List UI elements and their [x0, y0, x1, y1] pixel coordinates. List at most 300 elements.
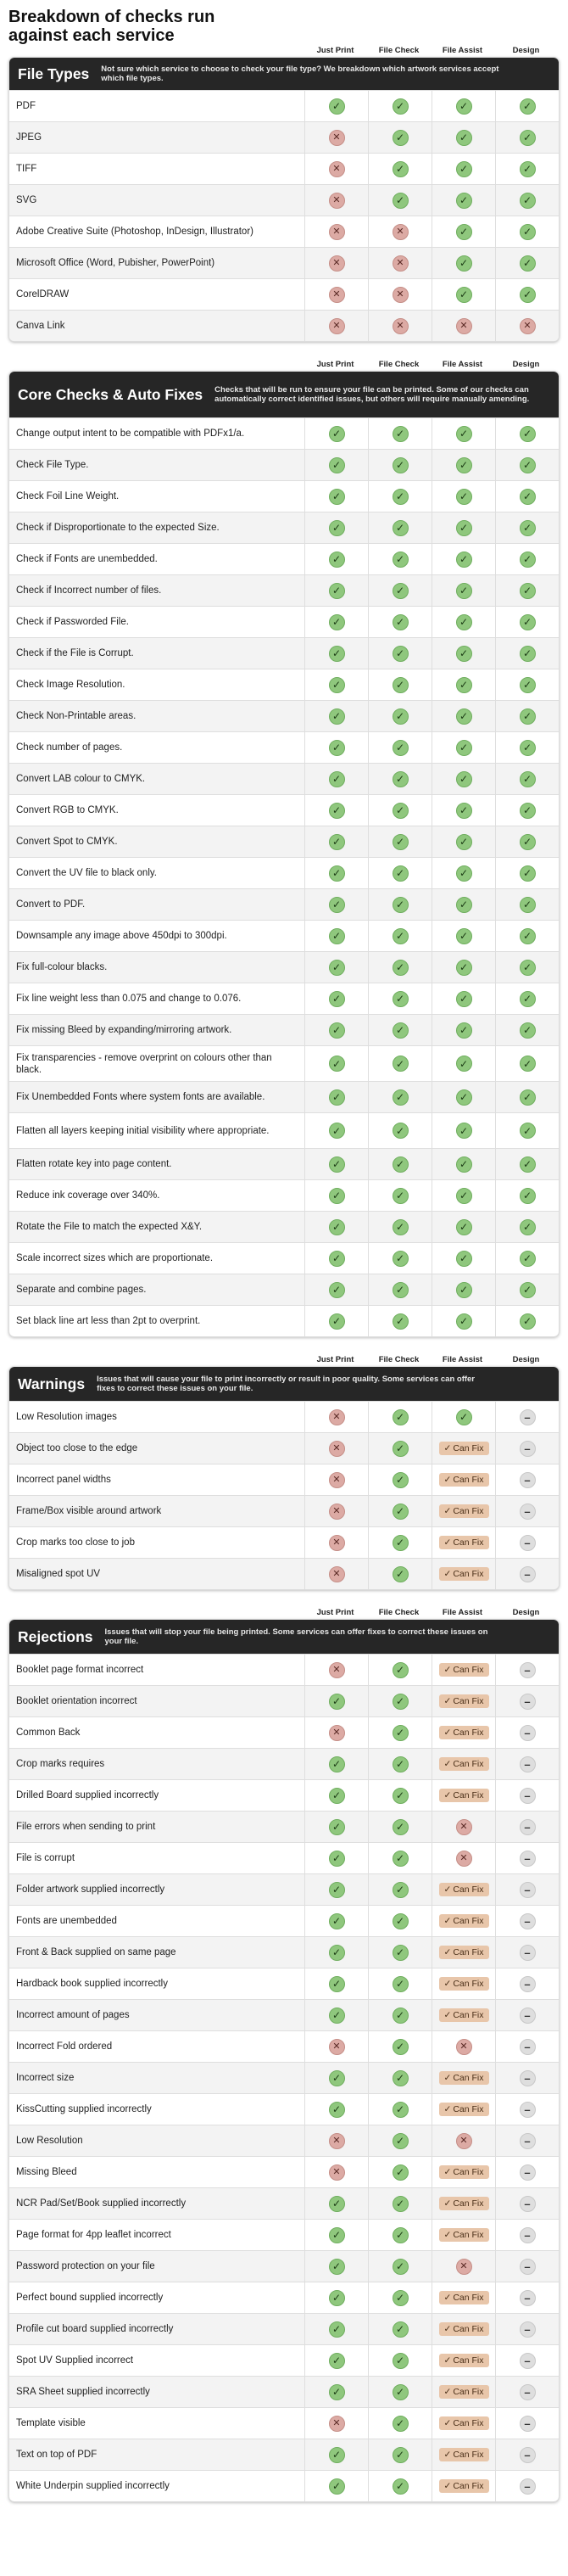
check-icon: ✓ — [456, 803, 472, 819]
cell-design — [495, 2094, 559, 2125]
row-label: Missing Bleed — [16, 2167, 77, 2177]
can-fix-badge — [439, 2354, 489, 2367]
check-icon: ✓ — [329, 708, 345, 725]
table-row — [9, 1148, 559, 1179]
cell-just-print — [304, 1113, 368, 1148]
cell-file-check — [368, 2471, 432, 2501]
cell-file-check — [368, 2377, 432, 2407]
column-header-design: Design — [512, 1608, 540, 1617]
check-icon: ✓ — [456, 1089, 472, 1106]
table-row — [9, 90, 559, 121]
row-label: Check if the File is Corrupt. — [16, 648, 134, 658]
cell-design — [495, 1015, 559, 1045]
can-fix-label: Can Fix — [453, 1665, 484, 1675]
cell-design — [495, 1686, 559, 1716]
cell-just-print — [304, 669, 368, 700]
cross-icon: ✕ — [329, 1535, 345, 1551]
row-label: File errors when sending to print — [16, 1822, 156, 1832]
column-header-file-check: File Check — [378, 1608, 420, 1617]
cell-file-check — [368, 185, 432, 216]
row-label: Misaligned spot UV — [16, 1569, 101, 1579]
check-icon: ✓ — [520, 1056, 536, 1072]
cell-file-check — [368, 1149, 432, 1179]
check-icon: ✓ — [520, 771, 536, 787]
table-row — [9, 1112, 559, 1148]
cross-icon: ✕ — [456, 2259, 472, 2275]
cell-file-check — [368, 1180, 432, 1211]
cell-just-print — [304, 1968, 368, 1999]
cell-just-print — [304, 2063, 368, 2093]
check-icon: ✓ — [456, 614, 472, 630]
cell-just-print — [304, 512, 368, 543]
row-label: White Underpin supplied incorrectly — [16, 2481, 170, 2491]
cell-file-check — [368, 732, 432, 763]
cell-design — [495, 2063, 559, 2093]
cell-file-check — [368, 154, 432, 184]
can-fix-badge — [439, 1504, 489, 1518]
cell-file-assist — [432, 2094, 495, 2125]
cell-design — [495, 701, 559, 731]
cell-design — [495, 2251, 559, 2282]
cell-file-check — [368, 921, 432, 951]
row-label: Frame/Box visible around artwork — [16, 1506, 162, 1516]
cell-design — [495, 2125, 559, 2156]
check-icon: ✓ — [520, 1313, 536, 1330]
check-icon: ✓ — [520, 255, 536, 272]
cell-just-print — [304, 1874, 368, 1905]
cell-file-check — [368, 122, 432, 153]
can-fix-label: Can Fix — [453, 2230, 484, 2240]
cell-file-check — [368, 952, 432, 983]
cell-file-check — [368, 1274, 432, 1305]
check-icon: ✓ — [393, 677, 409, 693]
cell-design — [495, 1082, 559, 1112]
check-icon: ✓ — [329, 1756, 345, 1772]
row-label: Fix Unembedded Fonts where system fonts are available. — [16, 1092, 265, 1102]
page-title: Breakdown of checks run against each service — [8, 8, 215, 45]
can-fix-label: Can Fix — [453, 1947, 484, 1957]
cell-just-print — [304, 154, 368, 184]
can-fix-label: Can Fix — [453, 2104, 484, 2114]
table-row — [9, 763, 559, 794]
cross-icon: ✕ — [329, 2039, 345, 2055]
dash-icon: – — [520, 1819, 536, 1835]
check-icon: ✓ — [456, 646, 472, 662]
check-icon: ✓ — [456, 583, 472, 599]
dash-icon: – — [520, 2259, 536, 2275]
dash-icon: – — [520, 1441, 536, 1457]
cell-just-print — [304, 2251, 368, 2282]
table-row — [9, 216, 559, 247]
cell-design — [495, 2000, 559, 2030]
check-icon: ✓ — [443, 1916, 452, 1926]
dash-icon: – — [520, 2227, 536, 2243]
dash-icon: – — [520, 2039, 536, 2055]
cross-icon: ✕ — [329, 1441, 345, 1457]
row-label: Drilled Board supplied incorrectly — [16, 1790, 159, 1800]
cross-icon: ✕ — [329, 2133, 345, 2149]
cell-file-assist — [432, 1402, 495, 1432]
can-fix-badge — [439, 2448, 489, 2461]
check-icon: ✓ — [329, 771, 345, 787]
section-gap — [8, 342, 560, 354]
cell-file-assist — [432, 450, 495, 480]
table-row — [9, 1873, 559, 1905]
cell-file-check — [368, 2314, 432, 2344]
check-icon: ✓ — [393, 2102, 409, 2118]
check-icon: ✓ — [393, 1313, 409, 1330]
cell-design — [495, 279, 559, 310]
row-label: TIFF — [16, 164, 37, 174]
table-row — [9, 606, 559, 637]
table-row — [9, 920, 559, 951]
table-row — [9, 2439, 559, 2470]
table-row — [9, 1716, 559, 1748]
cell-file-check — [368, 1686, 432, 1716]
cell-just-print — [304, 1937, 368, 1968]
check-icon: ✓ — [393, 1694, 409, 1710]
can-fix-label: Can Fix — [453, 2450, 484, 2460]
row-label: CorelDRAW — [16, 289, 70, 300]
row-label: Reduce ink coverage over 340%. — [16, 1190, 160, 1201]
cell-just-print — [304, 1527, 368, 1558]
row-label: Incorrect Fold ordered — [16, 2041, 113, 2052]
cell-just-print — [304, 764, 368, 794]
row-label: Incorrect amount of pages — [16, 2010, 130, 2020]
check-icon: ✓ — [393, 1188, 409, 1204]
check-icon: ✓ — [456, 1251, 472, 1267]
table-row — [9, 2125, 559, 2156]
check-icon: ✓ — [329, 1882, 345, 1898]
cell-just-print — [304, 2471, 368, 2501]
column-header-file-assist: File Assist — [442, 360, 483, 369]
column-header-just-print: Just Print — [316, 360, 354, 369]
table-row — [9, 1495, 559, 1526]
cell-file-assist — [432, 1717, 495, 1748]
check-icon: ✓ — [456, 960, 472, 976]
check-icon: ✓ — [393, 960, 409, 976]
can-fix-label: Can Fix — [453, 2418, 484, 2428]
table-row — [9, 700, 559, 731]
cross-icon: ✕ — [456, 2039, 472, 2055]
can-fix-badge — [439, 1914, 489, 1928]
table-row — [9, 1211, 559, 1242]
table-row — [9, 2030, 559, 2062]
cell-design — [495, 1149, 559, 1179]
table-row — [9, 2407, 559, 2439]
cell-just-print — [304, 889, 368, 920]
check-icon: ✓ — [329, 614, 345, 630]
row-label: Convert LAB colour to CMYK. — [16, 774, 146, 784]
section-description: Not sure which service to choose to check your file type? We breakdown which artwork services accept which file types. — [101, 64, 499, 83]
cell-file-check — [368, 1780, 432, 1811]
can-fix-badge — [439, 2385, 489, 2399]
cell-file-check — [368, 1306, 432, 1336]
cell-file-check — [368, 638, 432, 669]
check-icon: ✓ — [329, 1188, 345, 1204]
table-row — [9, 184, 559, 216]
cross-icon: ✕ — [329, 1566, 345, 1582]
cell-file-assist — [432, 2408, 495, 2439]
dash-icon: – — [520, 2478, 536, 2495]
check-icon: ✓ — [520, 834, 536, 850]
cell-design — [495, 1113, 559, 1148]
table-row — [9, 543, 559, 574]
cell-file-assist — [432, 1212, 495, 1242]
check-icon: ✓ — [393, 1913, 409, 1929]
cell-design — [495, 764, 559, 794]
table-row — [9, 2093, 559, 2125]
cell-file-check — [368, 1527, 432, 1558]
cross-icon: ✕ — [329, 161, 345, 177]
cell-file-assist — [432, 1906, 495, 1936]
cell-just-print — [304, 1655, 368, 1685]
cell-just-print — [304, 122, 368, 153]
cell-just-print — [304, 952, 368, 983]
cell-file-assist — [432, 1843, 495, 1873]
cross-icon: ✕ — [520, 318, 536, 334]
cross-icon: ✕ — [456, 2133, 472, 2149]
row-label: Booklet page format incorrect — [16, 1665, 144, 1675]
section-title: Rejections — [18, 1627, 93, 1645]
check-icon: ✓ — [393, 1788, 409, 1804]
cell-design — [495, 1749, 559, 1779]
can-fix-badge — [439, 1946, 489, 1959]
check-icon: ✓ — [329, 1251, 345, 1267]
can-fix-label: Can Fix — [453, 2010, 484, 2020]
check-icon: ✓ — [456, 161, 472, 177]
table-row — [9, 1968, 559, 1999]
column-header-just-print: Just Print — [316, 1355, 354, 1364]
cell-file-check — [368, 1749, 432, 1779]
cell-file-assist — [432, 2377, 495, 2407]
cell-file-assist — [432, 983, 495, 1014]
check-icon: ✓ — [329, 1056, 345, 1072]
row-label: KissCutting supplied incorrectly — [16, 2104, 152, 2114]
cell-file-check — [368, 669, 432, 700]
section-rows — [9, 417, 559, 1336]
cell-file-check — [368, 91, 432, 121]
cell-just-print — [304, 2000, 368, 2030]
check-icon: ✓ — [329, 426, 345, 442]
cross-icon: ✕ — [456, 318, 472, 334]
check-icon: ✓ — [393, 2478, 409, 2495]
check-icon: ✓ — [520, 803, 536, 819]
check-icon: ✓ — [393, 2164, 409, 2181]
can-fix-label: Can Fix — [453, 2167, 484, 2177]
section-title: File Types — [18, 64, 90, 82]
cell-design — [495, 311, 559, 341]
cell-design — [495, 795, 559, 826]
row-label: Spot UV Supplied incorrect — [16, 2355, 134, 2366]
cell-just-print — [304, 638, 368, 669]
check-icon: ✓ — [443, 1569, 452, 1579]
check-icon: ✓ — [443, 2198, 452, 2209]
cross-icon: ✕ — [329, 224, 345, 240]
cross-icon: ✕ — [329, 1409, 345, 1425]
row-label: Check if Disproportionate to the expected Size. — [16, 523, 220, 533]
cell-just-print — [304, 1559, 368, 1589]
cell-just-print — [304, 91, 368, 121]
check-icon: ✓ — [393, 646, 409, 662]
check-icon: ✓ — [393, 489, 409, 505]
table-row — [9, 1274, 559, 1305]
check-icon: ✓ — [393, 834, 409, 850]
check-icon: ✓ — [520, 224, 536, 240]
cell-just-print — [304, 1496, 368, 1526]
check-icon: ✓ — [520, 740, 536, 756]
dash-icon: – — [520, 2384, 536, 2400]
row-label: Fix missing Bleed by expanding/mirroring artwork. — [16, 1025, 232, 1035]
cell-file-assist — [432, 2031, 495, 2062]
section-description: Issues that will stop your file being printed. Some services can offer fixes to correct these issues on your file. — [104, 1627, 488, 1646]
table-row — [9, 1014, 559, 1045]
check-icon: ✓ — [393, 130, 409, 146]
table-row — [9, 121, 559, 153]
table-row — [9, 1685, 559, 1716]
cross-icon: ✕ — [456, 1819, 472, 1835]
section-gap — [8, 1590, 560, 1602]
row-label: Booklet orientation incorrect — [16, 1696, 137, 1706]
section-rows — [9, 90, 559, 341]
cell-file-check — [368, 1906, 432, 1936]
cross-icon: ✕ — [329, 2164, 345, 2181]
dash-icon: – — [520, 1566, 536, 1582]
check-icon: ✓ — [520, 1282, 536, 1298]
row-label: JPEG — [16, 132, 42, 143]
cell-file-assist — [432, 1113, 495, 1148]
check-icon: ✓ — [520, 614, 536, 630]
cell-file-assist — [432, 1686, 495, 1716]
cell-file-check — [368, 2125, 432, 2156]
dash-icon: – — [520, 1725, 536, 1741]
check-icon: ✓ — [393, 1819, 409, 1835]
cell-file-assist — [432, 669, 495, 700]
check-icon: ✓ — [393, 1282, 409, 1298]
check-icon: ✓ — [456, 834, 472, 850]
row-label: Check number of pages. — [16, 742, 123, 753]
cell-file-assist — [432, 2157, 495, 2187]
check-icon: ✓ — [393, 2039, 409, 2055]
dash-icon: – — [520, 2447, 536, 2463]
cell-design — [495, 544, 559, 574]
cell-file-check — [368, 248, 432, 278]
cell-just-print — [304, 701, 368, 731]
can-fix-badge — [439, 1977, 489, 1991]
cell-design — [495, 1717, 559, 1748]
cell-file-check — [368, 858, 432, 888]
row-label: Separate and combine pages. — [16, 1285, 147, 1295]
cell-file-assist — [432, 858, 495, 888]
cell-design — [495, 1843, 559, 1873]
dash-icon: – — [520, 2008, 536, 2024]
can-fix-badge — [439, 2479, 489, 2493]
cell-just-print — [304, 1180, 368, 1211]
table-row — [9, 449, 559, 480]
cell-design — [495, 1780, 559, 1811]
table-row — [9, 2344, 559, 2376]
check-icon: ✓ — [329, 2259, 345, 2275]
cell-file-check — [368, 1402, 432, 1432]
cell-file-check — [368, 1015, 432, 1045]
check-icon: ✓ — [443, 1475, 452, 1485]
check-icon: ✓ — [393, 1976, 409, 1992]
check-icon: ✓ — [329, 2447, 345, 2463]
row-label: Flatten rotate key into page content. — [16, 1159, 172, 1169]
section-description: Checks that will be run to ensure your file can be printed. Some of our checks can automatically correct identified issues, but others will require manually amending. — [214, 384, 530, 404]
can-fix-badge — [439, 1442, 489, 1455]
table-row — [9, 2062, 559, 2093]
check-icon: ✓ — [443, 2073, 452, 2083]
column-header-design: Design — [512, 1355, 540, 1364]
row-label: Profile cut board supplied incorrectly — [16, 2324, 174, 2334]
can-fix-badge — [439, 2103, 489, 2116]
row-label: Low Resolution images — [16, 1412, 117, 1422]
cell-just-print — [304, 450, 368, 480]
can-fix-label: Can Fix — [453, 1728, 484, 1738]
cell-design — [495, 154, 559, 184]
check-icon: ✓ — [520, 489, 536, 505]
cell-file-assist — [432, 1015, 495, 1045]
can-fix-badge — [439, 1726, 489, 1739]
row-label: Convert to PDF. — [16, 899, 86, 910]
row-label: Fonts are unembedded — [16, 1916, 117, 1926]
check-icon: ✓ — [443, 2450, 452, 2460]
check-icon: ✓ — [456, 287, 472, 303]
check-icon: ✓ — [393, 614, 409, 630]
can-fix-label: Can Fix — [453, 2073, 484, 2083]
table-row — [9, 1999, 559, 2030]
cell-file-assist — [432, 154, 495, 184]
cell-file-check — [368, 1433, 432, 1464]
section-title: Warnings — [18, 1375, 86, 1392]
cell-just-print — [304, 2157, 368, 2187]
cell-file-assist — [432, 764, 495, 794]
cell-just-print — [304, 1906, 368, 1936]
table-row — [9, 2282, 559, 2313]
check-icon: ✓ — [520, 130, 536, 146]
check-icon: ✓ — [456, 489, 472, 505]
row-label: Check if Fonts are unembedded. — [16, 554, 158, 564]
row-label: Scale incorrect sizes which are proportionate. — [16, 1253, 214, 1263]
check-icon: ✓ — [393, 803, 409, 819]
check-icon: ✓ — [520, 426, 536, 442]
dash-icon: – — [520, 1504, 536, 1520]
check-icon: ✓ — [329, 583, 345, 599]
can-fix-label: Can Fix — [453, 1916, 484, 1926]
cell-just-print — [304, 185, 368, 216]
check-icon: ✓ — [456, 1282, 472, 1298]
row-label: Perfect bound supplied incorrectly — [16, 2293, 164, 2303]
cell-just-print — [304, 2314, 368, 2344]
cell-design — [495, 2282, 559, 2313]
can-fix-label: Can Fix — [453, 1506, 484, 1516]
can-fix-badge — [439, 2071, 489, 2085]
check-icon: ✓ — [456, 426, 472, 442]
cell-design — [495, 1527, 559, 1558]
cell-design — [495, 1874, 559, 1905]
table-row — [9, 2156, 559, 2187]
cell-design — [495, 1212, 559, 1242]
check-icon: ✓ — [520, 1156, 536, 1173]
cell-file-assist — [432, 1433, 495, 1464]
cell-just-print — [304, 1212, 368, 1242]
cell-file-check — [368, 1082, 432, 1112]
dash-icon: – — [520, 1976, 536, 1992]
check-icon: ✓ — [393, 2008, 409, 2024]
row-label: Incorrect size — [16, 2073, 75, 2083]
cell-file-assist — [432, 2188, 495, 2219]
